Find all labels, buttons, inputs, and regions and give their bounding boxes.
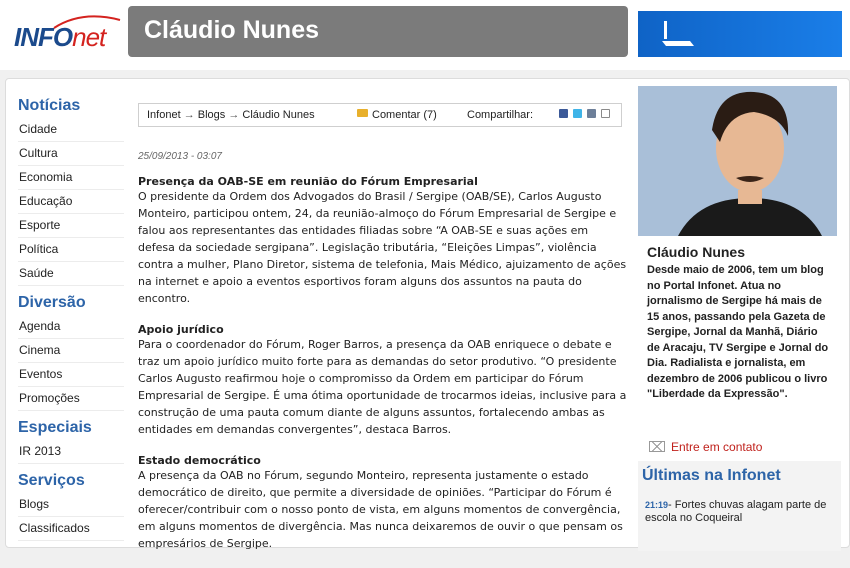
section-body: Para o coordenador do Fórum, Roger Barros, a presença da OAB enriquece o debate e traz um apoio jurídico muito forte para as demandas do setor produtivo. “O presidente Carlos Augusto reafirmou hoje o compromisso da Ordem em participar do Fórum Empresarial de Sergipe. É uma ótima oportunidade de trocarmos ideias, inclusive para a construção de uma pauta comum diante de alguns assuntos, fortalecendo ambas as entidades em demandas convergentes”, destaca Barros.: [138, 338, 627, 436]
nav-item-ir-2013[interactable]: IR 2013: [18, 440, 124, 464]
nav-item-saude[interactable]: Saúde: [18, 262, 124, 286]
breadcrumb-separator: →: [228, 109, 243, 121]
share-icons: [559, 109, 610, 118]
infonet-logo[interactable]: [12, 14, 124, 58]
page-title: Cláudio Nunes: [144, 16, 320, 44]
portrait-image: [638, 86, 837, 236]
nav-item-agenda[interactable]: Agenda: [18, 315, 124, 339]
comment-label: Comentar (7): [372, 109, 437, 121]
profile-bio: Desde maio de 2006, tem um blog no Portal Infonet. Atua no jornalismo de Sergipe há mais de 15 anos, passando pela Gazeta de Sergipe, Jornal da Manhã, Diário de Aracaju, TV Sergipe e Jornal do Dia. Radialista e jornalista, em dezembro de 2006 publicou o livro "Liberdade da Expressão".: [647, 264, 829, 400]
section-title: Estado democrático: [138, 454, 261, 467]
section-body: O presidente da Ordem dos Advogados do Brasil / Sergipe (OAB/SE), Carlos Augusto Monteiro, participou ontem, 24, da reunião-almoço do Fórum Empresarial de Sergipe e falou aos representantes das entidades filiadas sobre “A OAB-SE e suas ações em defesa da sociedade sergipana”. Legislação tributária, “Eleições Limpas”, violência contra a mulher, Plano Diretor, sistema de telefonia, Mais Médico, ajuizamento de ações na internet e apoio a eventos esportivos foram alguns dos assuntos na pauta do encontro.: [138, 190, 627, 305]
nav-section-diversao: [18, 294, 124, 411]
contact-link[interactable]: [649, 440, 762, 454]
section-title: Presença da OAB-SE em reunião do Fórum Empresarial: [138, 175, 478, 188]
page-title-bar: [128, 6, 628, 57]
nav-item-blogs[interactable]: Blogs: [18, 493, 124, 517]
print-icon[interactable]: [587, 109, 596, 118]
breadcrumb-bar: [138, 103, 622, 127]
share-label: Compartilhar:: [467, 109, 534, 121]
breadcrumb-separator: →: [183, 109, 198, 121]
nav-section-noticias: [18, 97, 124, 286]
nav-item-cinema[interactable]: Cinema: [18, 339, 124, 363]
contact-label: Entre em contato: [671, 440, 763, 454]
breadcrumb-infonet[interactable]: Infonet: [147, 109, 181, 121]
nav-item-politica[interactable]: Política: [18, 238, 124, 262]
comment-icon: [357, 109, 368, 117]
article-date: 25/09/2013 - 03:07: [138, 151, 222, 162]
email-icon[interactable]: [601, 109, 610, 118]
twitter-icon[interactable]: [573, 109, 582, 118]
nav-item-cidade[interactable]: Cidade: [18, 118, 124, 142]
breadcrumb-blogs[interactable]: Blogs: [197, 109, 226, 121]
nav-item-economia[interactable]: Economia: [18, 166, 124, 190]
latest-news-item[interactable]: 21:19- Fortes chuvas alagam parte de escola no Coqueiral: [645, 499, 827, 524]
left-navigation: [18, 97, 124, 549]
site-header: [0, 0, 850, 70]
facebook-icon[interactable]: [559, 109, 568, 118]
nav-heading[interactable]: Diversão: [18, 294, 86, 311]
ad-banner[interactable]: [638, 11, 842, 57]
logo-net-text: net: [72, 22, 106, 52]
mail-icon: [649, 441, 665, 452]
section-body: A presença da OAB no Fórum, segundo Monteiro, representa justamente o estado democrático de direito, que permite a diversidade de opiniões. “Participar do Fórum é oferecer/contribuir com o nosso ponto de vista, em alguns momentos de convergência, em alguns momentos de divergência. Mas nunca deixaremos de ouvir o que pensam os empresários de Sergipe.: [138, 469, 623, 550]
nav-item-cultura[interactable]: Cultura: [18, 142, 124, 166]
nav-heading[interactable]: Notícias: [18, 97, 81, 114]
logo-swoosh-icon: [52, 14, 122, 30]
latest-news-box: [638, 461, 841, 551]
section-title: Apoio jurídico: [138, 323, 224, 336]
nav-item-eventos[interactable]: Eventos: [18, 363, 124, 387]
nav-heading[interactable]: Serviços: [18, 472, 85, 489]
logo-info-text: INFO: [14, 22, 73, 52]
router-icon: [660, 19, 700, 49]
profile-name: Cláudio Nunes: [647, 244, 746, 260]
nav-section-servicos: [18, 472, 124, 541]
breadcrumb-claudio-nunes[interactable]: Cláudio Nunes: [242, 109, 315, 121]
nav-heading[interactable]: Especiais: [18, 419, 92, 436]
news-headline: Fortes chuvas alagam parte de escola no Coqueiral: [645, 499, 827, 524]
news-time: 21:19: [645, 500, 669, 510]
breadcrumb: [147, 109, 315, 121]
comment-link[interactable]: [357, 109, 437, 121]
article: [138, 151, 628, 568]
latest-news-title: Últimas na Infonet: [642, 467, 781, 484]
profile-photo: [638, 86, 837, 236]
nav-item-educacao[interactable]: Educação: [18, 190, 124, 214]
nav-item-esporte[interactable]: Esporte: [18, 214, 124, 238]
nav-section-especiais: [18, 419, 124, 464]
main-content: [5, 78, 850, 548]
nav-item-promocoes[interactable]: Promoções: [18, 387, 124, 411]
nav-item-classificados[interactable]: Classificados: [18, 517, 124, 541]
